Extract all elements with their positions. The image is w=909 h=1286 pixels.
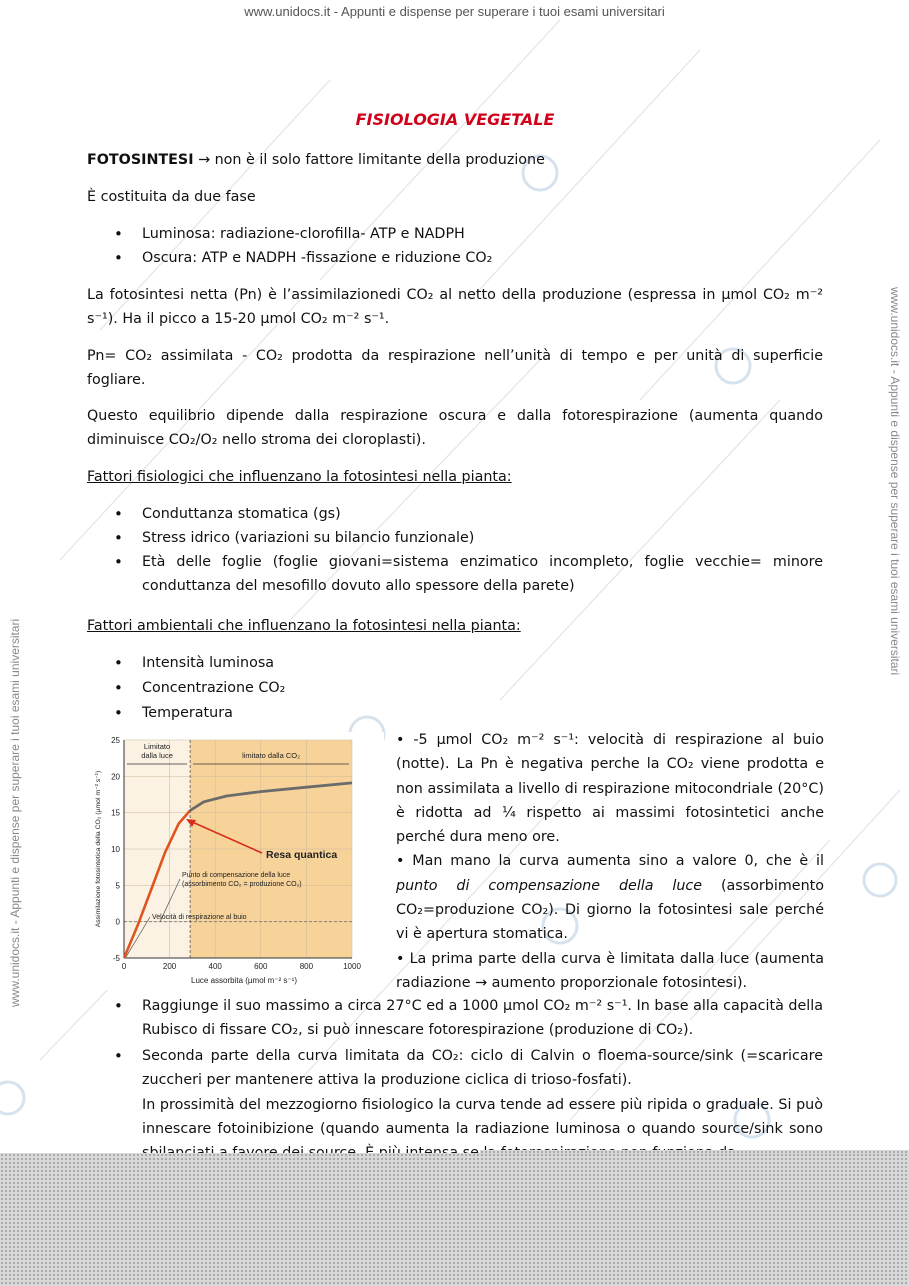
note-text: • La prima parte della curva è limitata dalla luce (aumenta radiazione → aumento proporzionale fotosintesi). <box>396 950 824 991</box>
note-text: • -5 µmol CO₂ m⁻² s⁻¹: velocità di respirazione al buio (notte). La Pn è negativa perche la CO₂ viene prodotta e non assimilata a livello di respirazione mitocondriale (20°C) è ridotta ad ¼ rispetto ai massimi fotosintetici anche perché dura meno ore. <box>396 732 824 846</box>
paragraph-pn-formula: Pn= CO₂ assimilata - CO₂ prodotta da respirazione nell’unità di tempo e per unità di superficie fogliare. <box>87 348 823 388</box>
note-text: • Man mano la curva aumenta sino a valore 0, che è il <box>396 853 824 870</box>
quantum-yield-label: Resa quantica <box>266 849 338 861</box>
paragraph-photoinhibition: In prossimità del mezzogiorno fisiologico la curva tende ad essere più ripida o graduale. Si può innescare fotoinibizione (quando aumenta la radiazione luminosa o quando source/sink sono <box>142 1097 823 1137</box>
note-italic: punto di compensazione della luce <box>396 877 703 894</box>
light-limited-label: dalla luce <box>141 751 173 760</box>
environmental-factors-heading: Fattori ambientali che influenzano la fotosintesi nella pianta: <box>87 618 521 634</box>
y-tick-label: 0 <box>115 917 120 927</box>
phases-list <box>87 222 823 270</box>
y-tick-label: -5 <box>112 954 120 963</box>
y-axis-label: Assimilazione fotosintetica della CO₂ (µmol m⁻² s⁻¹) <box>95 770 102 928</box>
y-tick-label: 10 <box>111 845 120 854</box>
list-item: • Stress idrico (variazioni su bilancio funzionale) <box>87 526 823 550</box>
list-item: • Raggiunge il suo massimo a circa 27°C ed a 1000 µmol CO₂ m⁻² s⁻¹. In base alla capacità della Rubisco di fissare CO₂, si può innescare fotorespirazione (produzione di CO₂). <box>87 994 823 1042</box>
list-item: • Età delle foglie (foglie giovani=sistema enzimatico incompleto, foglie vecchie= minore conduttanza del mesofillo dovuto allo spessore della parete) <box>87 550 823 598</box>
note-text: (assorbimento CO₂=produzione CO₂). Di giorno la fotosintesi sale perché vi è apertura stomatica. <box>396 877 824 943</box>
note-light-limited <box>396 947 824 996</box>
x-tick-label: 200 <box>162 962 177 971</box>
list-item: • Seconda parte della curva limitata da CO₂: ciclo di Calvin o floema-source/sink (=scaricare zuccheri per mantenere attiva la produzione ciclica di trioso-fosfati). <box>87 1044 823 1092</box>
x-axis-label: Luce assorbita (µmol m⁻² s⁻¹) <box>191 976 297 985</box>
left-side-banner: www.unidocs.it - Appunti e dispense per superare i tuoi esami universitari <box>8 618 22 1007</box>
right-side-banner: www.unidocs.it - Appunti e dispense per superare i tuoi esami universitari <box>888 287 902 676</box>
page-title: FISIOLOGIA VEGETALE <box>355 110 555 129</box>
compensation-label: (assorbimento CO₂ = produzione CO₂) <box>182 881 302 888</box>
environmental-factors-list <box>87 651 823 726</box>
light-response-chart <box>90 732 384 990</box>
paragraph-equilibrium: Questo equilibrio dipende dalla respirazione oscura e dalla fotorespirazione (aumenta quando diminuisce CO₂/O₂ nello stroma dei cloroplasti). <box>87 408 823 448</box>
intro-text: → non è il solo fattore limitante della produzione <box>193 152 545 168</box>
scan-noise-area <box>0 1153 909 1286</box>
physiological-factors-heading: Fattori fisiologici che influenzano la fotosintesi nella pianta: <box>87 469 512 485</box>
list-item: • Oscura: ATP e NADPH -fissazione e riduzione CO₂ <box>87 246 823 270</box>
list-item: • Intensità luminosa <box>87 651 823 676</box>
x-tick-label: 400 <box>208 962 222 971</box>
bottom-list <box>87 994 823 1092</box>
paragraph-net-photosynthesis: La fotosintesi netta (Pn) è l’assimilazionedi CO₂ al netto della produzione (espressa in µmol CO₂ m⁻² s⁻¹). Ha il picco a 15-20 µmol CO₂ m⁻² s⁻¹. <box>87 287 823 327</box>
chart-notes <box>396 728 824 995</box>
x-tick-label: 600 <box>254 962 268 971</box>
note-dark-respiration <box>396 728 824 849</box>
y-tick-label: 15 <box>111 808 120 818</box>
y-tick-label: 5 <box>115 881 120 891</box>
note-compensation-point <box>396 849 824 946</box>
phases-intro: È costituita da due fase <box>87 189 256 205</box>
intro-line <box>87 148 823 172</box>
list-item: • Concentrazione CO₂ <box>87 676 823 701</box>
list-item: • Luminosa: radiazione-clorofilla- ATP e NADPH <box>87 222 823 246</box>
x-tick-label: 800 <box>299 962 314 971</box>
list-item: • Temperatura <box>87 701 823 726</box>
x-tick-label: 1000 <box>343 962 361 971</box>
x-tick-label: 0 <box>121 962 127 971</box>
dark-respiration-label: Velocità di respirazione al buio <box>152 914 247 921</box>
header-banner: www.unidocs.it - Appunti e dispense per superare i tuoi esami universitari <box>244 4 665 19</box>
y-tick-label: 20 <box>111 772 120 782</box>
y-tick-label: 25 <box>111 736 120 745</box>
physiological-factors-list <box>87 502 823 598</box>
intro-keyword: FOTOSINTESI <box>87 152 194 168</box>
co2-limited-label: limitato dalla CO₂ <box>242 751 301 760</box>
compensation-label: Punto di compensazione della luce <box>182 872 291 879</box>
list-item: • Conduttanza stomatica (gs) <box>87 502 823 526</box>
light-limited-label: Limitato <box>143 742 171 751</box>
